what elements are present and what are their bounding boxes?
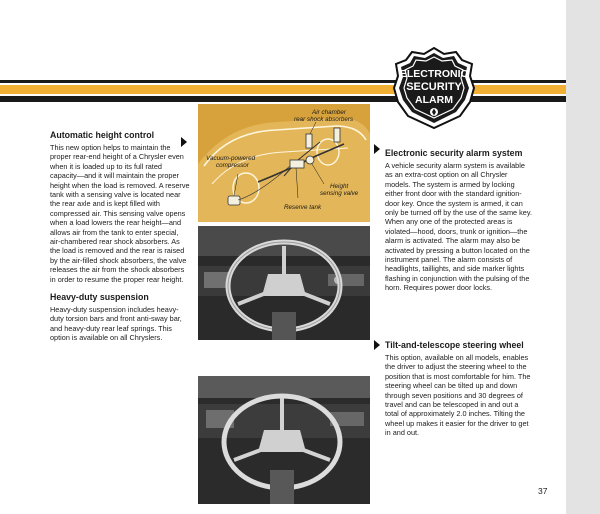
label-compressor-line-2: compressor <box>216 162 249 169</box>
label-tank: Reserve tank <box>284 204 322 211</box>
label-valve-line-2: sensing valve <box>320 190 359 197</box>
header-stripe-thin <box>0 80 566 83</box>
steering-section <box>385 340 533 438</box>
security-alarm-badge <box>392 46 476 130</box>
header-stripe-orange <box>0 85 566 94</box>
header-stripe-thick <box>0 96 566 102</box>
steering-body: This option, available on all models, enables the driver to adjust the steering wheel to the position that is most comfortable for him. The steering wheel can be tilted up and down through seven positions and 30 degrees of travel and can be telescoped in and out a total of approximately 2.0 inches. Tilting the wheel up makes it easier for the driver to get in and out. <box>385 353 531 438</box>
pentastar-logo-icon <box>430 108 438 116</box>
badge-line-3: ALARM <box>415 94 453 106</box>
page-margin <box>566 0 600 514</box>
suspension-heading: Heavy-duty suspension <box>50 292 149 302</box>
alarm-body: A vehicle security alarm system is available as an extra-cost option on all Chrysler models. The system is armed by locking either front door with the standard ignition-door key. Once the system is armed, it can only be turned off by the use of the same key. When any one of the protected areas is violated—hood, doors, trunk or ignition—the alarm is activated. The alarm may also be activated by pressing a button located on the instrument panel. The alarm consists of headlights, taillights, and side marker lights flashing in conjunction with the pulsing of the horn. Requires power door locks. <box>385 161 532 293</box>
pointer-arrow-icon <box>374 144 380 154</box>
height-control-body: This new option helps to maintain the proper rear-end height of a Chrysler even when it is loaded up to its full rated capacity—and it will maintain the proper height when the load is removed. A reserve tank with a sensing valve is located near the rear axle and is kept filled with compressed air. This sensing valve opens when a load lowers the rear height—and allows air from the tank to enter special, air-chambered rear shock absorbers. As the load is removed and the rear is raised by the air-filled shock absorbers, the valve releases the air from the shock absorbers in order to resume the proper rear height. <box>50 143 190 284</box>
badge-line-1: ELECTRONIC <box>399 68 469 80</box>
page-number: 37 <box>538 486 548 496</box>
height-control-diagram <box>198 104 370 222</box>
steering-wheel-photo-1 <box>198 226 370 340</box>
alarm-section <box>385 148 533 293</box>
alarm-heading: Electronic security alarm system <box>385 148 523 158</box>
suspension-body: Heavy-duty suspension includes heavy-duty torsion bars and front anti-sway bar, and heavy-duty rear leaf springs. This option is available on all Chryslers. <box>50 305 182 343</box>
steering-wheel-photo-2 <box>198 376 370 504</box>
label-valve-line-1: Height <box>330 183 349 190</box>
label-shocks-line-1: Air chamber <box>312 109 346 116</box>
badge-line-2: SECURITY <box>406 81 462 93</box>
label-shocks-line-2: rear shock absorbers <box>294 116 354 123</box>
label-compressor-line-1: Vacuum-powered <box>206 155 256 162</box>
pointer-arrow-icon <box>374 340 380 350</box>
suspension-section <box>50 292 190 343</box>
height-control-heading: Automatic height control <box>50 130 155 140</box>
pointer-arrow-icon <box>181 137 187 147</box>
steering-heading: Tilt-and-telescope steering wheel <box>385 340 524 350</box>
height-control-section <box>50 130 190 284</box>
